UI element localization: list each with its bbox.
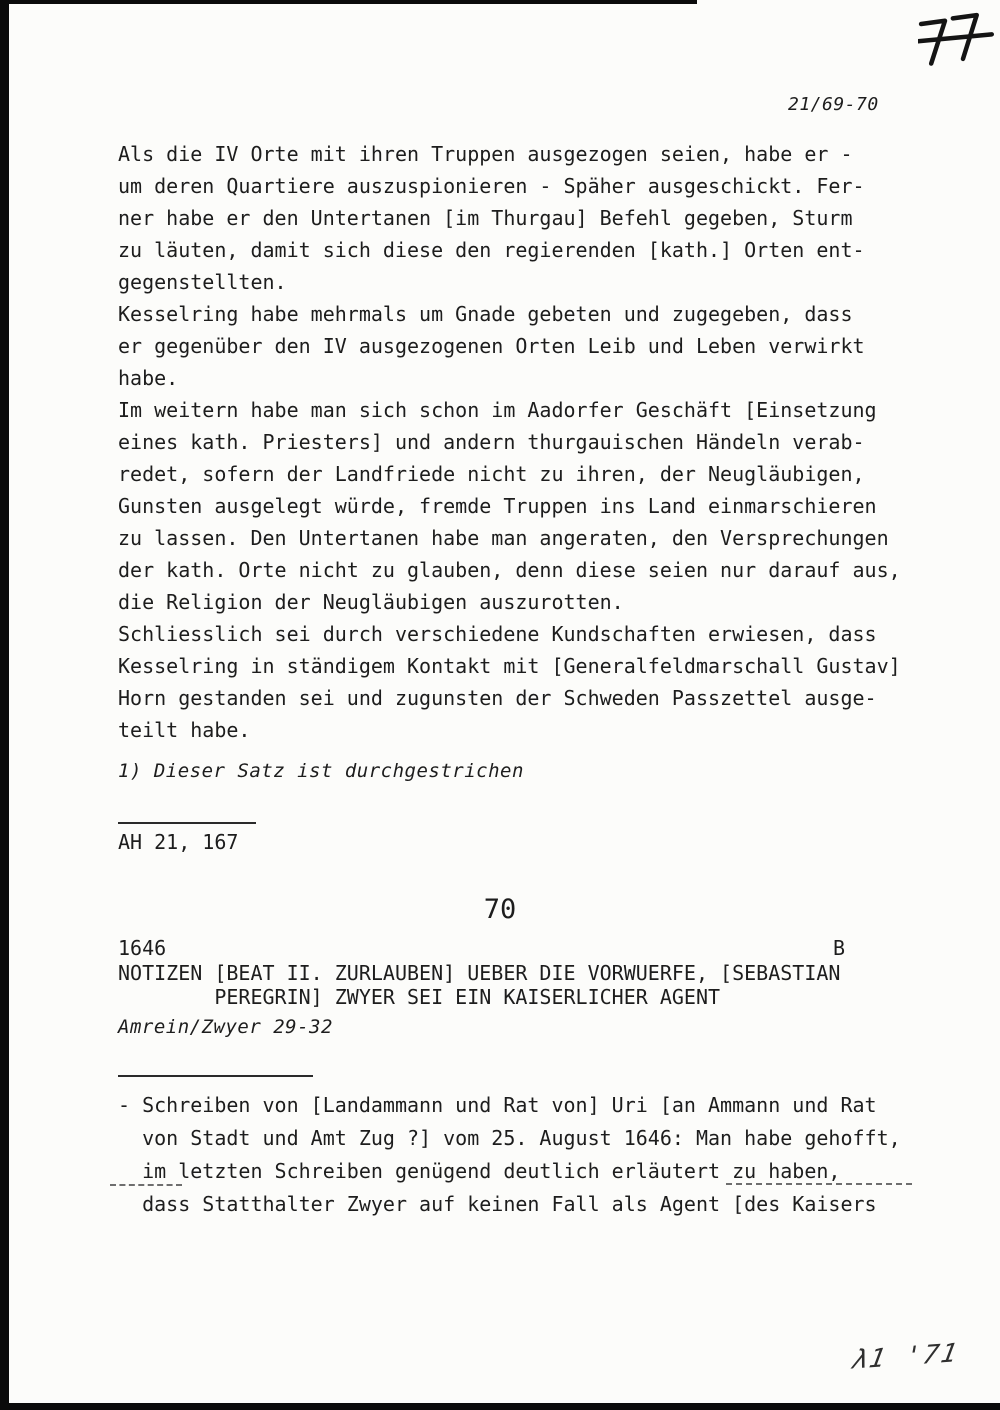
text-line: ner habe er den Untertanen [im Thurgau] Befehl gegeben, Sturm — [118, 206, 853, 230]
text-line: er gegenüber den IV ausgezogenen Orten Leib und Leben verwirkt — [118, 334, 865, 358]
body-paragraph — [118, 138, 901, 746]
entry-title — [118, 961, 840, 1009]
entry-year: 1646 — [118, 936, 167, 960]
scan-edge-left — [0, 0, 9, 1410]
footnote: 1) Dieser Satz ist durchgestrichen — [118, 760, 524, 782]
scan-edge-top — [0, 0, 697, 4]
entry-number: 70 — [483, 894, 517, 925]
text-line: PEREGRIN] ZWYER SEI EIN KAISERLICHER AGENT — [118, 985, 721, 1009]
divider-line — [118, 1075, 313, 1077]
text-line: um deren Quartiere auszuspionieren - Späher ausgeschickt. Fer- — [118, 174, 865, 198]
text-line: habe. — [118, 366, 179, 390]
handwritten-page-number — [918, 12, 1000, 72]
header-reference: 21/69-70 — [788, 94, 879, 115]
entry-item-text — [118, 1089, 901, 1221]
divider-line — [118, 822, 256, 824]
text-line: teilt habe. — [118, 718, 251, 742]
text-line: Als die IV Orte mit ihren Truppen ausgezogen seien, habe er - — [118, 142, 853, 166]
text-line: - Schreiben von [Landammann und Rat von] Uri [an Ammann und Rat — [118, 1093, 877, 1117]
text-line: im letzten Schreiben genügend deutlich erläutert zu haben, — [118, 1159, 841, 1183]
text-line: eines kath. Priesters] und andern thurgauischen Händeln verab- — [118, 430, 865, 454]
text-line: zu läuten, damit sich diese den regierenden [kath.] Orten ent- — [118, 238, 865, 262]
text-line: der kath. Orte nicht zu glauben, denn diese seien nur darauf aus, — [118, 558, 901, 582]
text-line: NOTIZEN [BEAT II. ZURLAUBEN] UEBER DIE VORWUERFE, [SEBASTIAN — [118, 961, 841, 985]
entry-series-letter: B — [833, 936, 846, 960]
text-line: die Religion der Neugläubigen auszurotten. — [118, 590, 624, 614]
text-line: zu lassen. Den Untertanen habe man angeraten, den Versprechungen — [118, 526, 889, 550]
handwritten-77-strokes — [918, 12, 1000, 68]
pencil-dash-mark — [726, 1183, 912, 1185]
text-line: gegenstellten. — [118, 270, 287, 294]
text-line: Kesselring habe mehrmals um Gnade gebeten und zugegeben, dass — [118, 302, 853, 326]
entry-source-reference: Amrein/Zwyer 29-32 — [118, 1016, 333, 1038]
text-line: dass Statthalter Zwyer auf keinen Fall als Agent [des Kaisers — [118, 1192, 877, 1216]
pencil-dash-mark — [110, 1184, 182, 1186]
text-line: Gunsten ausgelegt würde, fremde Truppen ins Land einmarschieren — [118, 494, 877, 518]
text-line: Horn gestanden sei und zugunsten der Schweden Passzettel ausge- — [118, 686, 877, 710]
handwritten-annotation: λ1 '71 — [848, 1338, 962, 1376]
scan-edge-bottom — [0, 1403, 1000, 1410]
text-line: Kesselring in ständigem Kontakt mit [Generalfeldmarschall Gustav] — [118, 654, 901, 678]
text-line: Im weitern habe man sich schon im Aadorfer Geschäft [Einsetzung — [118, 398, 877, 422]
text-line: Schliesslich sei durch verschiedene Kundschaften erwiesen, dass — [118, 622, 877, 646]
text-line: von Stadt und Amt Zug ?] vom 25. August 1646: Man habe gehofft, — [118, 1126, 901, 1150]
text-line: redet, sofern der Landfriede nicht zu ihren, der Neugläubigen, — [118, 462, 865, 486]
archive-reference: AH 21, 167 — [118, 830, 239, 854]
